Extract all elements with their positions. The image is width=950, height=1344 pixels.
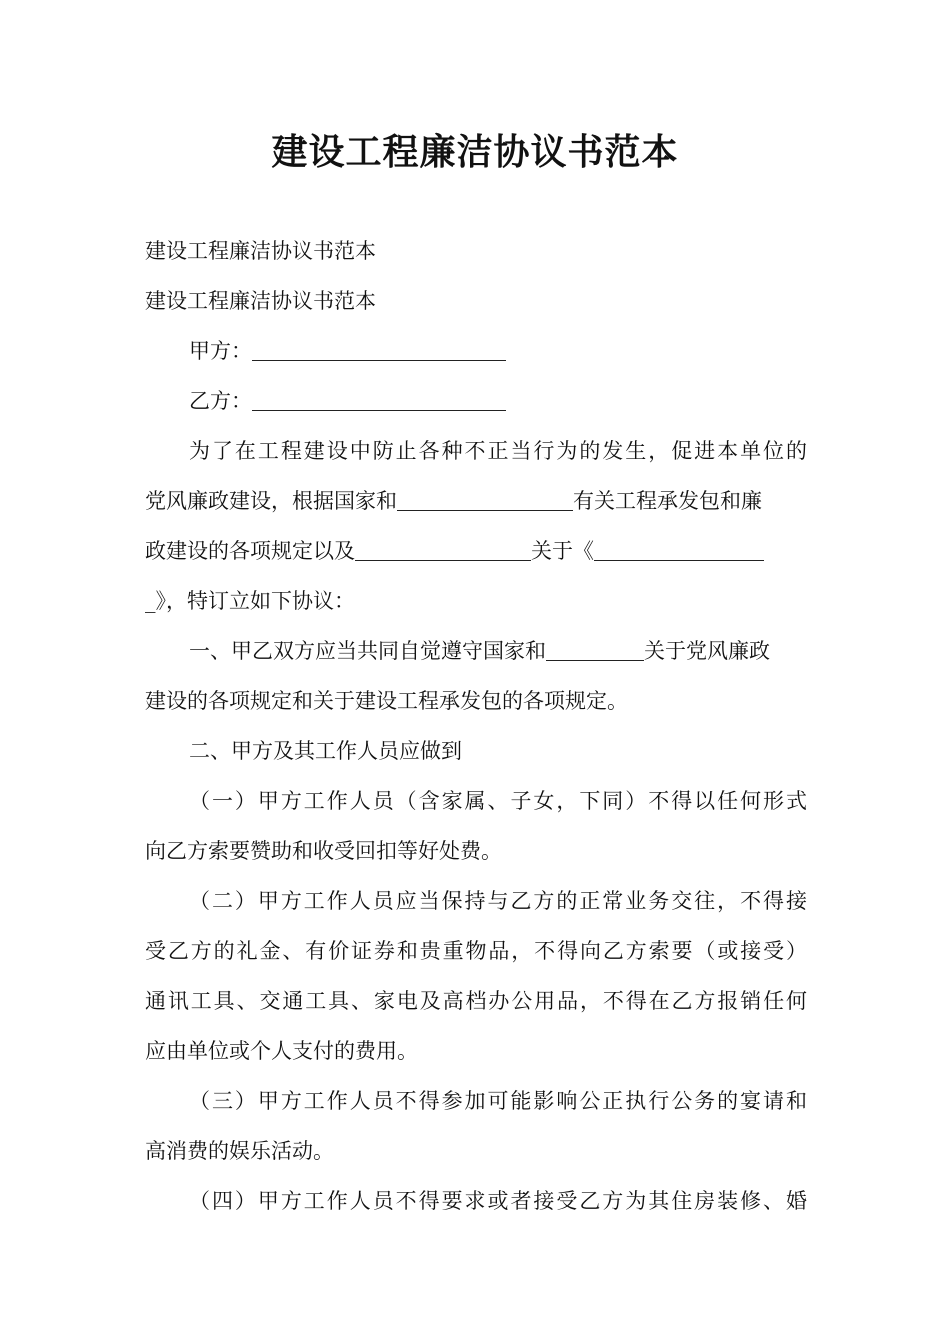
paragraph-line: 高消费的娱乐活动。 [145, 1139, 334, 1163]
paragraph-line [145, 526, 807, 576]
document-title: 建设工程廉洁协议书范本 [271, 132, 679, 173]
text-span: 关于《 [531, 539, 594, 563]
fill-blank [397, 484, 573, 511]
paragraph-line [145, 476, 807, 526]
paragraph-line: 为了在工程建设中防止各种不正当行为的发生，促进本单位的 [189, 439, 807, 463]
paragraph-line: 受乙方的礼金、有价证券和贵重物品，不得向乙方索要（或接受） [145, 939, 807, 963]
paragraph-line: （二）甲方工作人员应当保持与乙方的正常业务交往，不得接 [189, 889, 807, 913]
fill-blank [594, 534, 764, 561]
paragraph-line [145, 576, 807, 626]
text-span: 》，特订立如下协议： [155, 589, 355, 613]
paragraph-line [145, 626, 807, 676]
text-span: 一、甲乙双方应当共同自觉遵守国家和 [189, 639, 546, 663]
fill-blank [546, 634, 644, 661]
section-heading: 二、甲方及其工作人员应做到 [189, 739, 462, 763]
paragraph-line: 建设的各项规定和关于建设工程承发包的各项规定。 [145, 689, 628, 713]
party-b-blank [252, 384, 506, 411]
text-span: 有关工程承发包和廉 [573, 489, 762, 513]
party-b-label: 乙方： [189, 389, 252, 413]
paragraph-line: 应由单位或个人支付的费用。 [145, 1039, 418, 1063]
text-span: 政建设的各项规定以及 [145, 539, 355, 563]
paragraph-line: （三）甲方工作人员不得参加可能影响公正执行公务的宴请和 [189, 1089, 807, 1113]
subtitle-line: 建设工程廉洁协议书范本 [145, 289, 376, 313]
party-a-line [145, 326, 807, 376]
document-body [145, 226, 807, 1226]
paragraph-line: 通讯工具、交通工具、家电及高档办公用品，不得在乙方报销任何 [145, 989, 807, 1013]
paragraph-line: 向乙方索要赞助和收受回扣等好处费。 [145, 839, 502, 863]
text-span: _ [145, 589, 156, 613]
party-b-line [145, 376, 807, 426]
party-a-blank [252, 334, 506, 361]
subtitle-line: 建设工程廉洁协议书范本 [145, 239, 376, 263]
paragraph-line: （一）甲方工作人员（含家属、子女，下同）不得以任何形式 [189, 789, 807, 813]
paragraph-line: （四）甲方工作人员不得要求或者接受乙方为其住房装修、婚 [189, 1189, 807, 1213]
text-span: 党风廉政建设，根据国家和 [145, 489, 397, 513]
text-span: 关于党风廉政 [644, 639, 770, 663]
party-a-label: 甲方： [189, 339, 252, 363]
fill-blank [355, 534, 531, 561]
